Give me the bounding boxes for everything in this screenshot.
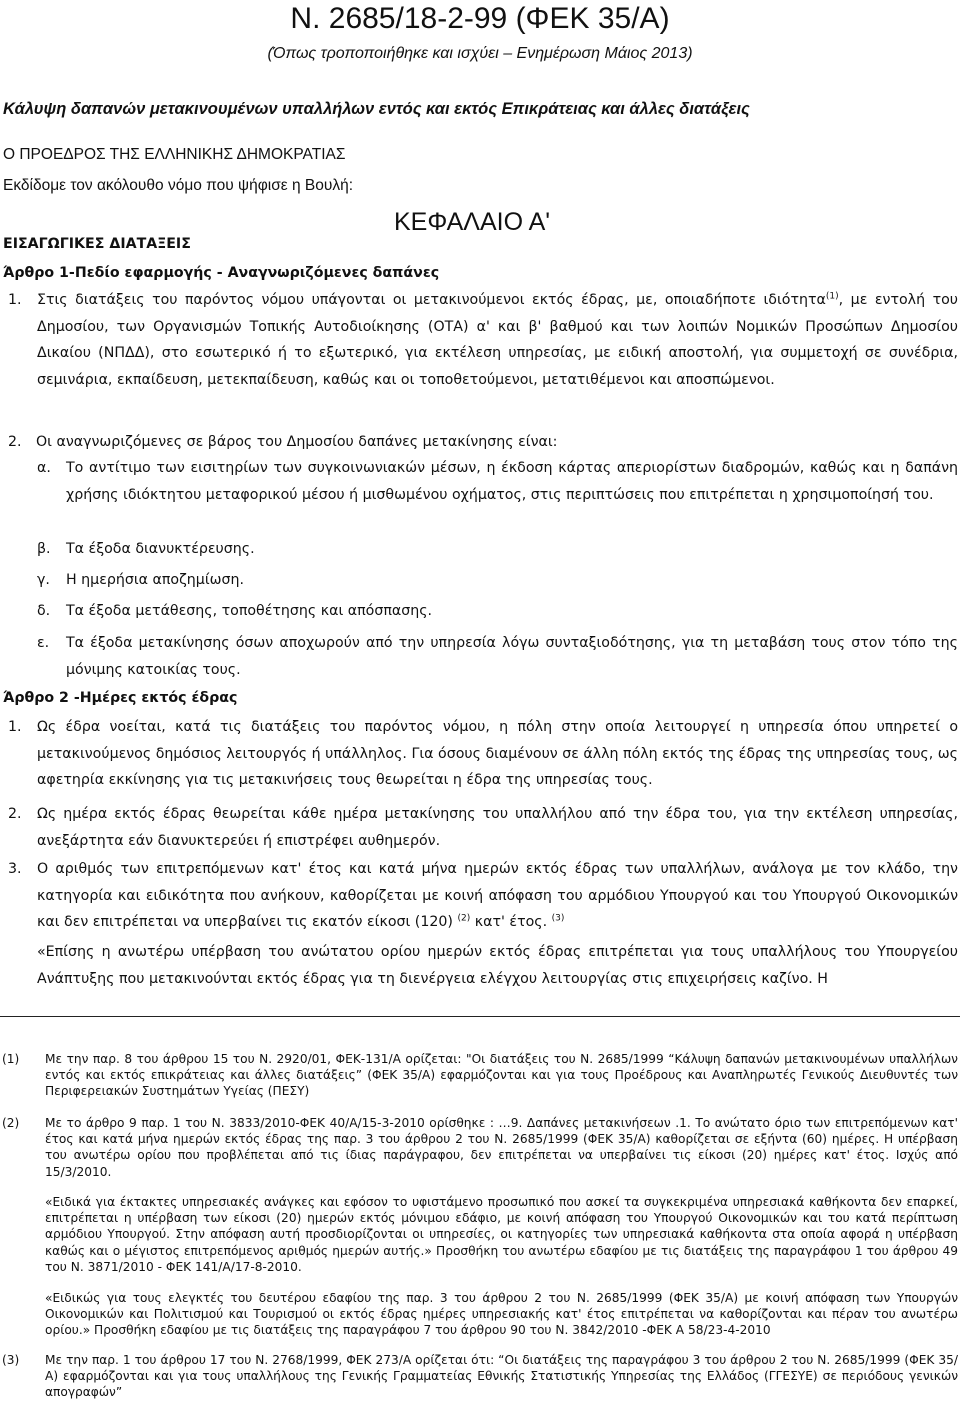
article-2-paragraph-2: 2. Ως ημέρα εκτός έδρας θεωρείται κάθε ημέρα μετακίνησης του υπαλλήλου από την έδρα του, για την εκτέλεση υπηρεσίας, ανεξάρτητα εάν διανυκτερεύει ή επιστρέφει αυθημερόν. <box>8 806 958 849</box>
footnote-ref-3[interactable]: (3) <box>551 913 565 924</box>
footnote-2-addendum-1: «Ειδικά για έκτακτες υπηρεσιακές ανάγκες και εφόσον το υφιστάμενο προσωπικό που ασκεί τα συγκεκριμένα υπηρεσιακά καθήκοντα δεν επαρκεί, επιτρέπεται η υπέρβαση των είκοσι (20) ημερών εκτός μόνιμου εδάφιο, με κοινή απόφαση του Υπουργού Οικονομικών και του κατά περίπτωση αρμόδιου Υπουργού. Στην απόφαση αυτή προσδιορίζονται οι υπηρεσίες, οι κατηγορίες των υπηρεσιακά καθήκοντα στα οποία αφορά η υπέρβαση καθώς και ο μέγιστος επιτρεπόμενος αριθμός ημερών αυτής.» Προσθήκη του ανωτέρω εδαφίου με τις διατάξεις της παραγράφου 1 του άρθρου 49 του Ν. 3871/2010 - ΦΕΚ 141/Α/17-8-2010. <box>45 1195 958 1274</box>
list-item-b: β. Τα έξοδα διανυκτέρευσης. <box>37 541 255 557</box>
article-1-title: Άρθρο 1-Πεδίο εφαρμογής - Αναγνωριζόμενες δαπάνες <box>3 265 440 281</box>
list-item-a: α. Το αντίτιμο των εισιτηρίων των συγκοινωνιακών μέσων, η έκδοση κάρτας απεριορίστων διαδρομών, καθώς και η δαπάνη χρήσης ιδιόκτητου μεταφορικού μέσου ή μισθωμένου οχήματος, στις περιπτώσεις που επιτρέπεται η χρησιμοποίησή του. <box>37 460 958 503</box>
list-item-d: δ. Τα έξοδα μετάθεσης, τοποθέτησης και απόσπασης. <box>37 603 433 619</box>
paragraph-number: 1. <box>8 292 22 308</box>
footnote-2: (2) Με το άρθρο 9 παρ. 1 του Ν. 3833/2010-ΦΕΚ 40/Α/15-3-2010 ορίσθηκε : …9. Δαπάνες μετακινήσεων .1. Το ανώτατο όριο των επιτρεπόμενων κατ' έτος και κατά μήνα ημερών εκτός έδρας της παρ. 3 του άρθρου 2 του Ν. 2685/1999 (ΦΕΚ 35/Α) καθορίζεται σε εξήντα (60) ημέρες. Η υπέρβαση του ανωτέρω ορίου που προβλέπεται από τις ίδιας παράγραφου, δεν επιτρέπεται να υπερβαίνει τις είκοσι (20) ημέρες κατ' έτος. Ισχύς από 15/3/2010. <box>2 1116 958 1179</box>
article-1-paragraph-2: 2. Οι αναγνωριζόμενες σε βάρος του Δημοσίου δαπάνες μετακίνησης είναι: <box>8 434 558 450</box>
article-1-paragraph-1: 1. Στις διατάξεις του παρόντος νόμου υπάγονται οι μετακινούμενοι εκτός έδρας, με, οποιαδήποτε ιδιότητα$^{(1)}$, με εντολή του Δημοσίου, των Οργανισμών Τοπικής Αυτοδιοίκησης (ΟΤΑ) α' και β' βαθμού και των λοιπών Νομικών Προσώπων Δημοσίου Δικαίου (ΝΠΔΔ), στο εσωτερικό ή το εξωτερικό, για εκτέλεση υπηρεσίας, με ειδική αποστολή, για συμμετοχή σε συνέδρια, σεμινάρια, εκπαίδευση, μετεκπαίδευση, καθώς και οι τοποθετούμενοι, μετατιθέμενοι και αποσπώμενοι. <box>37 287 958 393</box>
law-subtitle: (Όπως τροποποιήθηκε και ισχύει – Ενημέρωση Μάιος 2013) <box>267 45 693 62</box>
section-title: ΕΙΣΑΓΩΓΙΚΕΣ ΔΙΑΤΑΞΕΙΣ <box>3 236 191 252</box>
list-item-c: γ. Η ημερήσια αποζημίωση. <box>37 572 245 588</box>
preamble-line-1: Ο ΠΡΟΕΔΡΟΣ ΤΗΣ ΕΛΛΗΝΙΚΗΣ ΔΗΜΟΚΡΑΤΙΑΣ <box>3 146 346 163</box>
footnote-ref-2[interactable]: (2) <box>457 913 471 924</box>
chapter-title: ΚΕΦΑΛΑΙΟ Α' <box>394 208 551 236</box>
article-2-title: Άρθρο 2 -Ημέρες εκτός έδρας <box>3 690 238 706</box>
preamble-line-2: Εκδίδομε τον ακόλουθο νόμο που ψήφισε η Βουλή: <box>3 177 354 194</box>
footnote-1: (1) Με την παρ. 8 του άρθρου 15 του Ν. 2920/01, ΦΕΚ-131/Α ορίζεται: "Οι διατάξεις του Ν. 2685/1999 “Κάλυψη δαπανών μετακινουμένων υπαλλήλων εντός και εκτός επικράτειας και άλλες διατάξεις” (ΦΕΚ 35/Α) εφαρμόζονται και για τους Προέδρους και Αναπληρωτές Γενικούς Διευθυντές των Περιφερειακών Συστημάτων Υγείας (ΠΕΣΥ) <box>2 1052 958 1099</box>
law-title: Ν. 2685/18-2-99 (ΦΕΚ 35/Α) <box>290 2 670 35</box>
article-2-paragraph-1: 1. Ως έδρα νοείται, κατά τις διατάξεις του παρόντος νόμου, η πόλη στην οποία λειτουργεί η υπηρεσία όπου υπηρετεί ο μετακινούμενος δημόσιος λειτουργός ή υπάλληλος. Για όσους διαμένουν σε άλλη πόλη εκτός της έδρας της υπηρεσίας τους, ως αφετηρία εκκίνησης για τις μετακινήσεις τους θεωρείται η έδρα της υπηρεσίας τους. <box>8 719 958 788</box>
footnote-ref-1[interactable]: (1) <box>825 291 839 302</box>
article-2-paragraph-3: 3. Ο αριθμός των επιτρεπόμενων κατ' έτος και κατά μήνα ημερών εκτός έδρας των υπαλλήλων, ανάλογα με τον κλάδο, την κατηγορία και ειδικότητα που ανήκουν, καθορίζεται με κοινή απόφαση του αρμόδιου Υπουργού και του Υπουργού Οικονομικών και δεν επιτρέπεται να υπερβαίνει τις εκατόν είκοσι (120) $^{(2)}$ κατ' έτος. $^{(3)}$ <box>8 861 958 930</box>
footnote-divider <box>0 1016 960 1017</box>
law-heading: Κάλυψη δαπανών μετακινουμένων υπαλλήλων εντός και εκτός Επικράτειας και άλλες διατάξεις <box>3 100 750 118</box>
footnote-3: (3) Με την παρ. 1 του άρθρου 17 του Ν. 2768/1999, ΦΕΚ 273/Α ορίζεται ότι: “Οι διατάξεις της παραγράφου 3 του άρθρου 2 του Ν. 2685/1999 (ΦΕΚ 35/Α) εφαρμόζονται και για τους υπαλλήλους της Γενικής Γραμματείας Εθνικής Στατιστικής Υπηρεσίας της Ελλάδος (ΓΓΕΣΥΕ) σε περιόδους γενικών απογραφών” <box>2 1353 958 1400</box>
list-item-e: ε. Τα έξοδα μετακίνησης όσων αποχωρούν από την υπηρεσία λόγω συνταξιοδότησης, για τη μεταβάση τους στον τόπο της μόνιμης κατοικίας τους. <box>37 635 958 678</box>
footnote-2-addendum-2: «Ειδικώς για τους ελεγκτές του δευτέρου εδαφίου της παρ. 3 του άρθρου 2 του Ν. 2685/1999 (ΦΕΚ 35/Α) με κοινή απόφαση των Υπουργών Οικονομικών και Πολιτισμού και Τουρισμού οι εκτός έδρας ημέρες υπηρεσιακής κατ' έτος επιτρέπεται να καθορίζονται και πέραν του ανωτέρω ορίου.» Προσθήκη εδαφίου με τις διατάξεις της παραγράφου 7 του άρθρου 90 του Ν. 3842/2010 -ΦΕΚ Α 58/23-4-2010 <box>45 1291 958 1338</box>
article-2-paragraph-3-quote: «Επίσης η ανωτέρω υπέρβαση του ανώτατου ορίου ημερών εκτός έδρας επιτρέπεται για τους υπαλλήλους του Υπουργείου Ανάπτυξης που μετακινούνται εκτός έδρας για τη διενέργεια ελέγχου λειτουργίας στις επιχειρήσεις καζίνο. Η <box>37 944 958 987</box>
